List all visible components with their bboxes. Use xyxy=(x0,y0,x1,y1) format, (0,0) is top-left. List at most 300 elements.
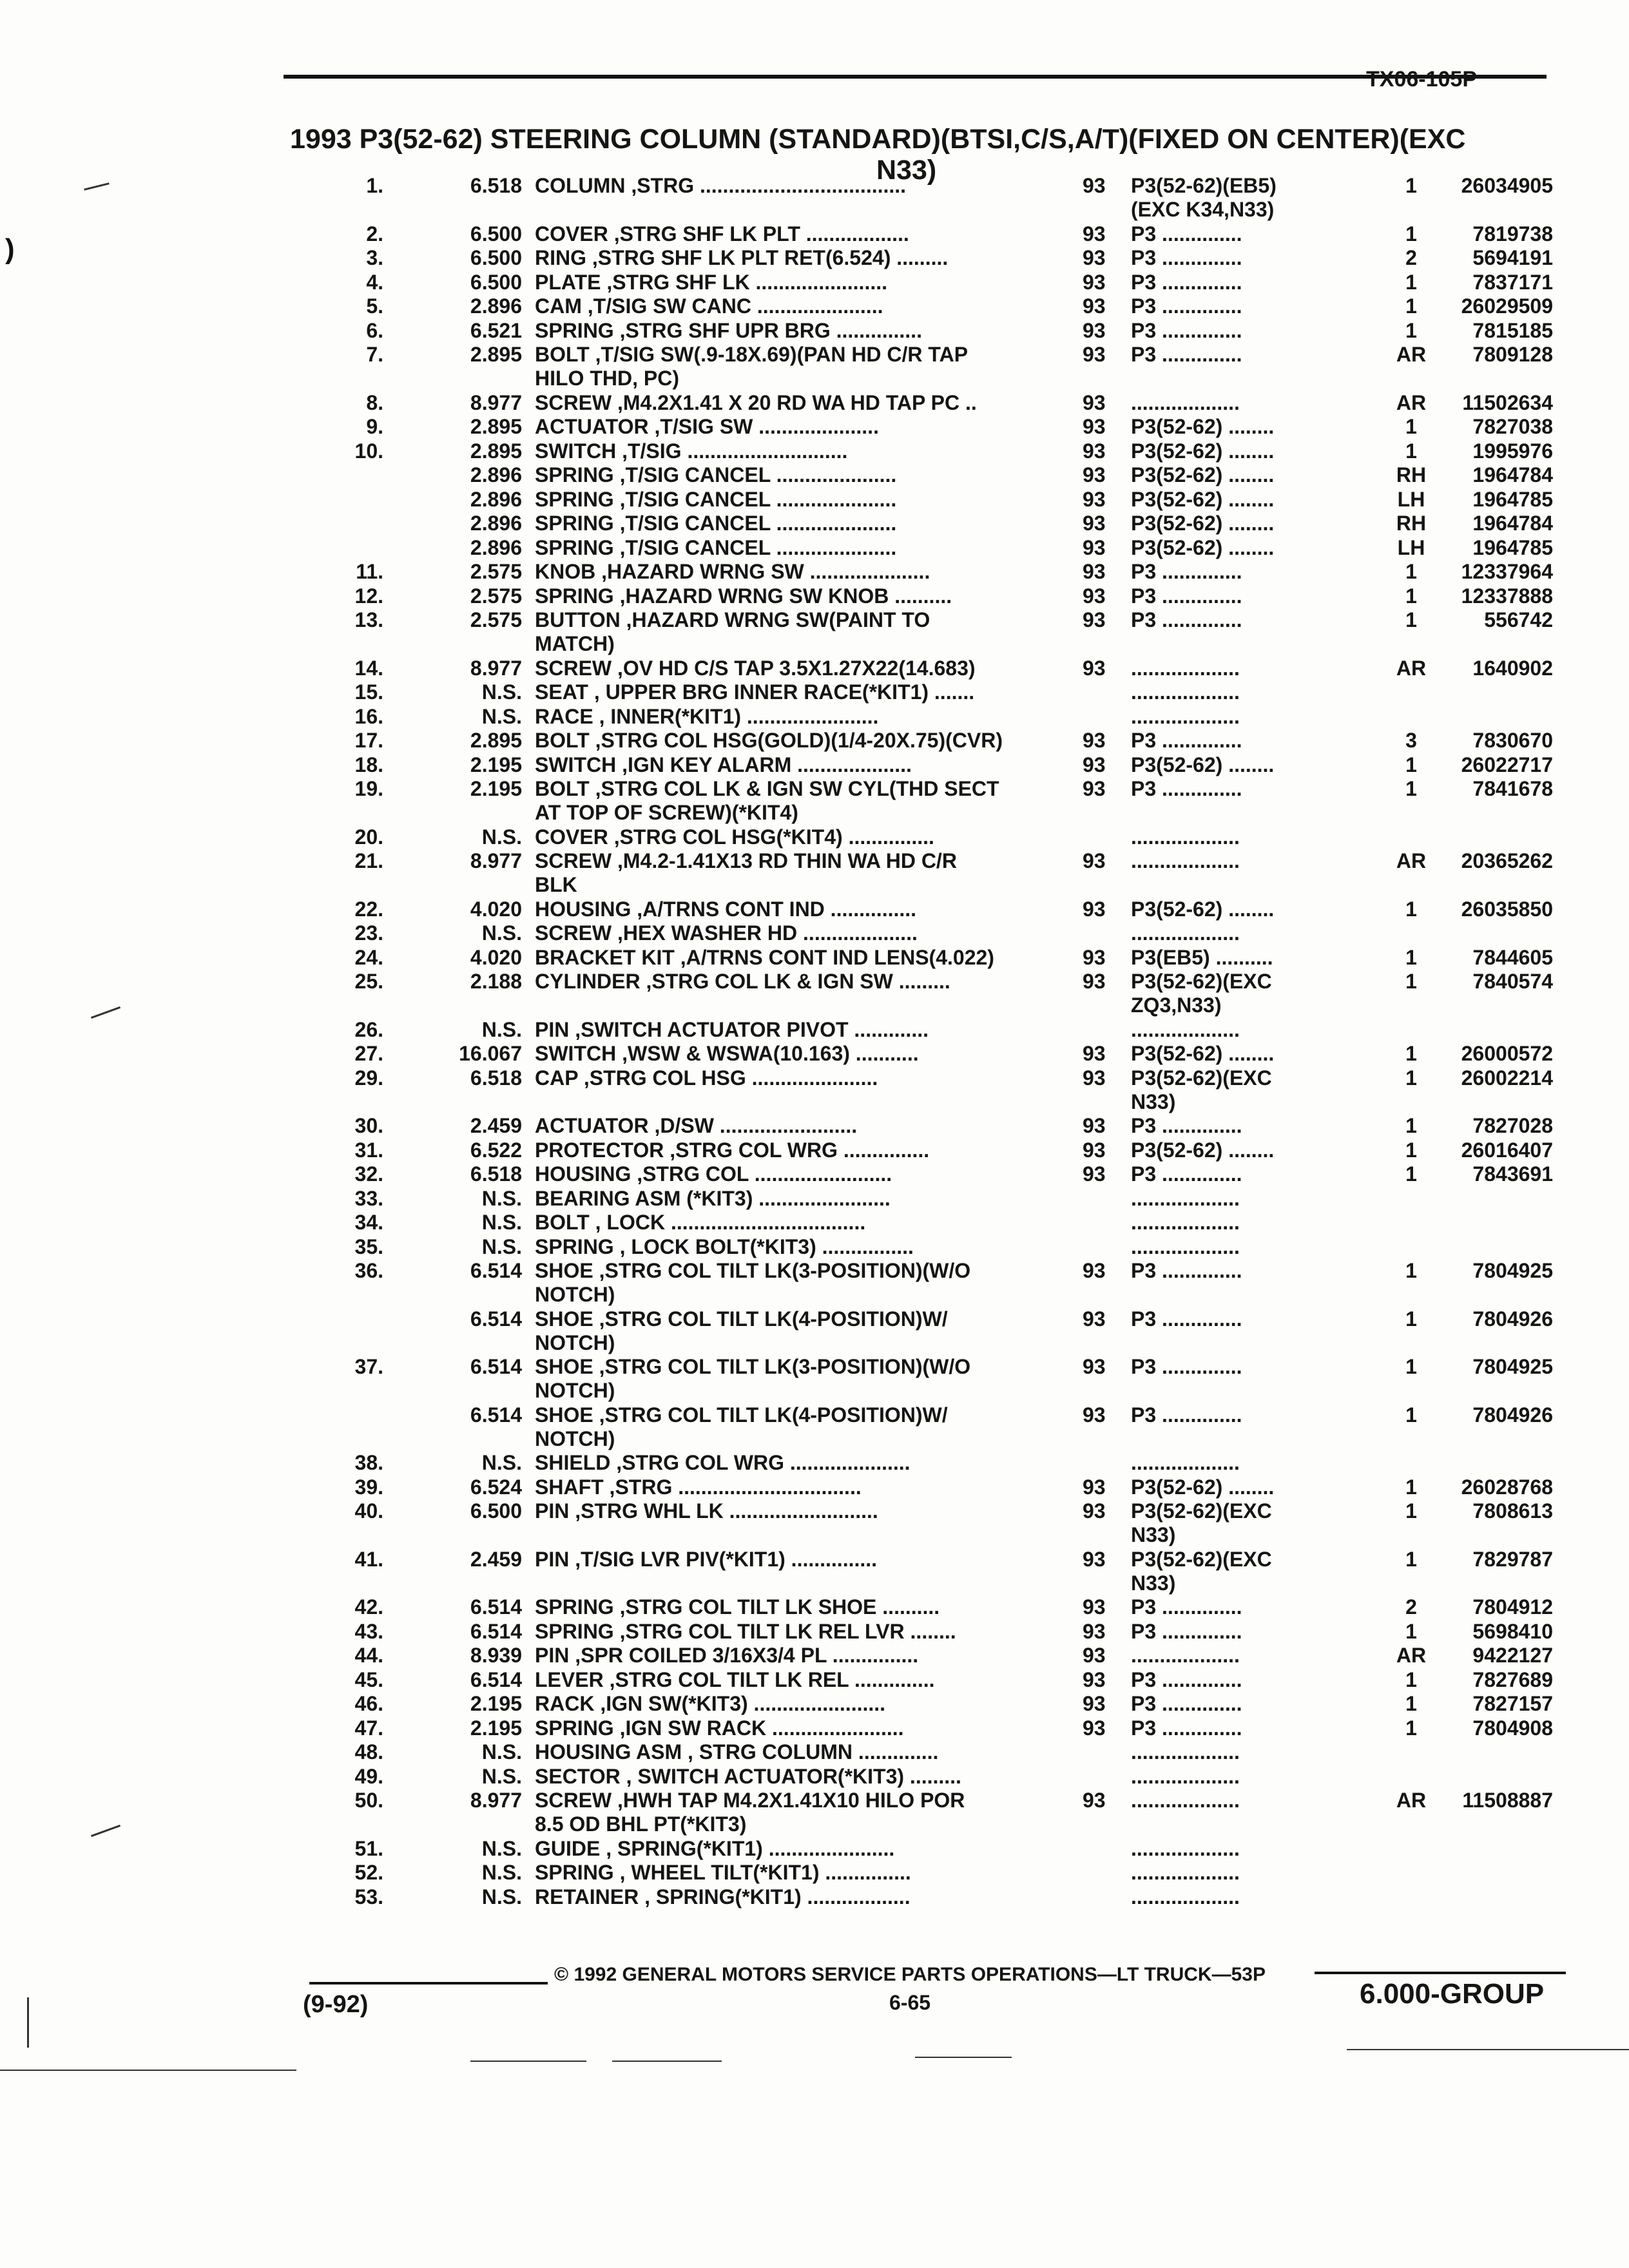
model-code: P3(52-62) ........ xyxy=(1131,439,1275,463)
model-year: 93 xyxy=(1083,608,1106,631)
model-year: 93 xyxy=(1083,535,1106,559)
model-year: 93 xyxy=(1083,656,1106,680)
model-year: 93 xyxy=(1083,1162,1106,1186)
part-number: 7837171 xyxy=(1472,270,1553,294)
model-code: ................... xyxy=(1131,1017,1240,1041)
model-code: P3(52-62) ........ xyxy=(1131,487,1275,511)
model-code: ................... xyxy=(1131,1235,1240,1258)
part-number-index: 38. xyxy=(354,1451,383,1474)
part-number-index: 20. xyxy=(354,825,383,849)
model-year: 93 xyxy=(1083,1355,1106,1378)
part-number-index: 33. xyxy=(354,1186,383,1210)
model-year: 93 xyxy=(1083,463,1106,486)
part-number: 7804912 xyxy=(1472,1595,1553,1619)
group-number: 2.895 xyxy=(470,343,522,366)
part-description: KNOB ,HAZARD WRNG SW ..................... xyxy=(535,560,930,583)
quantity: 1 xyxy=(1405,1499,1417,1523)
model-year: 93 xyxy=(1083,777,1106,800)
part-description: SPRING ,T/SIG CANCEL ..................... xyxy=(535,512,897,535)
group-number: 2.459 xyxy=(470,1547,522,1571)
part-number: 26022717 xyxy=(1461,753,1553,776)
group-number: 2.575 xyxy=(470,560,522,583)
group-number: N.S. xyxy=(481,1235,522,1258)
model-code: ................... xyxy=(1131,656,1240,680)
model-year: 93 xyxy=(1083,318,1106,342)
group-number: N.S. xyxy=(481,1764,522,1788)
part-number-index: 52. xyxy=(354,1861,383,1884)
part-description: COVER ,STRG SHF LK PLT .................. xyxy=(535,222,909,245)
quantity: 1 xyxy=(1405,1138,1417,1162)
quantity: 1 xyxy=(1405,1259,1417,1282)
quantity: AR xyxy=(1396,1644,1427,1667)
group-number: N.S. xyxy=(481,1211,522,1234)
part-number-index: 1. xyxy=(366,174,383,197)
bottom-edge-line xyxy=(612,2061,722,2062)
quantity: 1 xyxy=(1405,584,1417,608)
part-number: 7819738 xyxy=(1472,222,1553,245)
model-code: P3 .............. xyxy=(1131,1595,1242,1619)
model-year: 93 xyxy=(1083,1716,1106,1740)
model-code: P3(52-62)(EXC ZQ3,N33) xyxy=(1131,970,1272,1017)
part-number-index: 15. xyxy=(354,680,383,704)
group-number: 2.575 xyxy=(470,608,522,631)
group-number: N.S. xyxy=(481,1885,522,1908)
part-number: 7804925 xyxy=(1472,1355,1553,1378)
model-code: P3 .............. xyxy=(1131,246,1242,269)
quantity: 1 xyxy=(1405,222,1417,245)
group-number: 4.020 xyxy=(470,897,522,921)
group-number: 6.514 xyxy=(470,1307,522,1331)
model-code: ................... xyxy=(1131,1764,1240,1788)
part-description: RACK ,IGN SW(*KIT3) ....................... xyxy=(535,1692,886,1715)
part-number-index: 12. xyxy=(354,584,383,608)
part-description: SEAT , UPPER BRG INNER RACE(*KIT1) ....... xyxy=(535,680,975,704)
part-number-index: 9. xyxy=(366,415,383,438)
part-number-index: 43. xyxy=(354,1619,383,1643)
part-number: 556742 xyxy=(1484,608,1553,631)
part-description: BOLT ,STRG COL HSG(GOLD)(1/4-20X.75)(CVR) xyxy=(535,729,1003,752)
model-year: 93 xyxy=(1083,729,1106,752)
quantity: RH xyxy=(1396,512,1427,535)
part-number-index: 23. xyxy=(354,921,383,945)
revision-date: (9-92) xyxy=(303,1991,369,2018)
group-number: 2.459 xyxy=(470,1114,522,1137)
model-code: P3 .............. xyxy=(1131,270,1242,294)
group-number: 6.518 xyxy=(470,1066,522,1090)
model-code: P3(52-62)(EXC N33) xyxy=(1131,1066,1272,1113)
part-number-index: 49. xyxy=(354,1764,383,1788)
part-number-index: 11. xyxy=(356,560,383,583)
model-code: ................... xyxy=(1131,704,1240,728)
part-number: 1964784 xyxy=(1472,512,1553,535)
part-number: 7840574 xyxy=(1472,970,1553,993)
model-year: 93 xyxy=(1083,1789,1106,1812)
part-number: 26016407 xyxy=(1461,1138,1553,1162)
model-code: P3(52-62)(EXC N33) xyxy=(1131,1499,1272,1546)
model-year: 93 xyxy=(1083,753,1106,776)
model-year: 93 xyxy=(1083,1595,1106,1619)
part-number-index: 39. xyxy=(354,1475,383,1499)
model-code: P3(52-62)(EB5) (EXC K34,N33) xyxy=(1131,174,1277,221)
part-description: SHAFT ,STRG ................................ xyxy=(535,1475,862,1499)
group-number: N.S. xyxy=(481,704,522,728)
part-number-index: 16. xyxy=(354,704,383,728)
model-year: 93 xyxy=(1083,390,1106,414)
group-number: 8.977 xyxy=(470,390,522,414)
model-year: 93 xyxy=(1083,970,1106,993)
part-number-index: 19. xyxy=(354,777,383,800)
model-year: 93 xyxy=(1083,1619,1106,1643)
model-code: ................... xyxy=(1131,1836,1240,1860)
bottom-edge-line xyxy=(915,2057,1012,2058)
part-description: SCREW ,M4.2X1.41 X 20 RD WA HD TAP PC .. xyxy=(535,390,977,414)
part-number-index: 42. xyxy=(354,1595,383,1619)
part-description: BOLT , LOCK .................................. xyxy=(535,1211,866,1234)
part-number: 26000572 xyxy=(1461,1042,1553,1065)
group-number: 2.896 xyxy=(470,487,522,511)
part-number: 1995976 xyxy=(1472,439,1553,463)
part-description: COLUMN ,STRG .................................... xyxy=(535,174,907,197)
part-number-index: 46. xyxy=(354,1692,383,1715)
group-number: 2.895 xyxy=(470,729,522,752)
part-number-index: 14. xyxy=(354,656,383,680)
part-number: 11508887 xyxy=(1462,1789,1553,1812)
group-number: N.S. xyxy=(481,1017,522,1041)
model-year: 93 xyxy=(1083,294,1106,318)
quantity: LH xyxy=(1397,487,1425,511)
part-number-index: 6. xyxy=(366,318,383,342)
part-number: 26029509 xyxy=(1461,294,1553,318)
quantity: 1 xyxy=(1405,1114,1417,1137)
quantity: 1 xyxy=(1405,1667,1417,1691)
part-number: 1964784 xyxy=(1472,463,1553,486)
model-code: ................... xyxy=(1131,825,1240,849)
part-number: 1964785 xyxy=(1472,535,1553,559)
group-number: N.S. xyxy=(481,680,522,704)
part-number-index: 34. xyxy=(354,1211,383,1234)
model-code: P3 .............. xyxy=(1131,294,1242,318)
group-number: 2.896 xyxy=(470,463,522,486)
part-number-index: 53. xyxy=(354,1885,383,1908)
part-number: 9422127 xyxy=(1472,1644,1553,1667)
group-number: 6.514 xyxy=(470,1403,522,1427)
part-number: 7804926 xyxy=(1472,1403,1553,1427)
part-description: SWITCH ,WSW & WSWA(10.163) ........... xyxy=(535,1042,919,1065)
part-number: 26002214 xyxy=(1461,1066,1553,1090)
group-number: N.S. xyxy=(481,1451,522,1474)
part-number: 20365262 xyxy=(1461,849,1553,872)
margin-bracket-mark: ) xyxy=(5,233,15,265)
quantity: 1 xyxy=(1405,415,1417,438)
quantity: 3 xyxy=(1405,729,1417,752)
part-description: SECTOR , SWITCH ACTUATOR(*KIT3) ......... xyxy=(535,1764,961,1788)
part-description: PIN ,SPR COILED 3/16X3/4 PL ............... xyxy=(535,1644,919,1667)
group-number: 6.518 xyxy=(470,174,522,197)
model-code: P3(52-62) ........ xyxy=(1131,535,1275,559)
model-code: P3 .............. xyxy=(1131,729,1242,752)
part-description: SCREW ,OV HD C/S TAP 3.5X1.27X22(14.683) xyxy=(535,656,976,680)
part-number: 7841678 xyxy=(1472,777,1553,800)
model-code: P3 .............. xyxy=(1131,1307,1242,1331)
model-code: P3 .............. xyxy=(1131,1355,1242,1378)
group-number: N.S. xyxy=(481,1861,522,1884)
group-number: 6.514 xyxy=(470,1619,522,1643)
page-number: 6-65 xyxy=(889,1991,931,2014)
model-code: P3(52-62) ........ xyxy=(1131,897,1275,921)
part-description: HOUSING ,A/TRNS CONT IND ............... xyxy=(535,897,917,921)
model-code: P3(52-62) ........ xyxy=(1131,415,1275,438)
part-number-index: 24. xyxy=(354,945,383,969)
model-year: 93 xyxy=(1083,849,1106,872)
group-number: N.S. xyxy=(481,921,522,945)
part-number-index: 13. xyxy=(354,608,383,631)
model-code: P3(52-62) ........ xyxy=(1131,1475,1275,1499)
quantity: 1 xyxy=(1405,1162,1417,1186)
quantity: 1 xyxy=(1405,753,1417,776)
footer-rule-left xyxy=(309,1982,548,1984)
part-number-index: 4. xyxy=(366,270,383,294)
part-number-index: 26. xyxy=(354,1017,383,1041)
group-number: N.S. xyxy=(481,1836,522,1860)
part-number-index: 47. xyxy=(354,1716,383,1740)
model-year: 93 xyxy=(1083,945,1106,969)
quantity: AR xyxy=(1396,343,1427,366)
part-number: 7804908 xyxy=(1472,1716,1553,1740)
part-number-index: 40. xyxy=(354,1499,383,1523)
bottom-edge-line xyxy=(0,2070,296,2071)
part-number-index: 17. xyxy=(354,729,383,752)
model-code: P3 .............. xyxy=(1131,1667,1242,1691)
quantity: 1 xyxy=(1405,294,1417,318)
part-number: 5698410 xyxy=(1472,1619,1553,1643)
quantity: 1 xyxy=(1405,1403,1417,1427)
part-description: LEVER ,STRG COL TILT LK REL .............. xyxy=(535,1667,935,1691)
part-description: BOLT ,STRG COL LK & IGN SW CYL(THD SECT AT TOP OF SCREW)(*KIT4) xyxy=(535,777,999,824)
part-number-index: 29. xyxy=(354,1066,383,1090)
part-description: SPRING ,T/SIG CANCEL ..................... xyxy=(535,463,897,486)
model-code: P3 .............. xyxy=(1131,1114,1242,1137)
group-number: 2.896 xyxy=(470,294,522,318)
model-year: 93 xyxy=(1083,439,1106,463)
group-number: 8.977 xyxy=(470,1789,522,1812)
group-number: 2.195 xyxy=(470,777,522,800)
part-description: SPRING ,T/SIG CANCEL ..................... xyxy=(535,487,897,511)
group-number: 2.195 xyxy=(470,1692,522,1715)
model-year: 93 xyxy=(1083,1403,1106,1427)
quantity: AR xyxy=(1396,656,1427,680)
bottom-edge-line xyxy=(1347,2049,1629,2050)
quantity: AR xyxy=(1396,1789,1427,1812)
quantity: 1 xyxy=(1405,1042,1417,1065)
part-number: 7827689 xyxy=(1472,1667,1553,1691)
quantity: 2 xyxy=(1405,1595,1417,1619)
group-number: 2.896 xyxy=(470,535,522,559)
part-description: SHOE ,STRG COL TILT LK(4-POSITION)W/ NOTCH) xyxy=(535,1403,948,1450)
group-number: 8.977 xyxy=(470,849,522,872)
part-number-index: 44. xyxy=(354,1644,383,1667)
part-number-index: 36. xyxy=(354,1259,383,1282)
model-code: ................... xyxy=(1131,1789,1240,1812)
quantity: 1 xyxy=(1405,270,1417,294)
quantity: 1 xyxy=(1405,1355,1417,1378)
model-code: P3(52-62) ........ xyxy=(1131,463,1275,486)
model-code: P3 .............. xyxy=(1131,343,1242,366)
model-code: ................... xyxy=(1131,1211,1240,1234)
group-number: 6.500 xyxy=(470,222,522,245)
part-number-index: 3. xyxy=(366,246,383,269)
quantity: 1 xyxy=(1405,897,1417,921)
part-number: 1640902 xyxy=(1472,656,1553,680)
model-code: ................... xyxy=(1131,849,1240,872)
part-description: SPRING ,STRG COL TILT LK REL LVR ........ xyxy=(535,1619,956,1643)
part-description: RING ,STRG SHF LK PLT RET(6.524) ......... xyxy=(535,246,949,269)
quantity: 1 xyxy=(1405,1475,1417,1499)
part-description: BEARING ASM (*KIT3) ....................... xyxy=(535,1186,891,1210)
part-description: PLATE ,STRG SHF LK ....................... xyxy=(535,270,887,294)
model-year: 93 xyxy=(1083,415,1106,438)
quantity: 1 xyxy=(1405,1066,1417,1090)
model-year: 93 xyxy=(1083,897,1106,921)
model-year: 93 xyxy=(1083,246,1106,269)
quantity: 1 xyxy=(1405,1307,1417,1331)
model-code: P3 .............. xyxy=(1131,1619,1242,1643)
model-code: ................... xyxy=(1131,921,1240,945)
quantity: 2 xyxy=(1405,246,1417,269)
quantity: 1 xyxy=(1405,1619,1417,1643)
part-number-index: 35. xyxy=(354,1235,383,1258)
group-number: 16.067 xyxy=(459,1042,522,1065)
model-code: P3 .............. xyxy=(1131,584,1242,608)
part-number-index: 31. xyxy=(354,1138,383,1162)
footer-rule-right xyxy=(1315,1972,1566,1974)
part-number: 7844605 xyxy=(1472,945,1553,969)
part-number-index: 37. xyxy=(354,1355,383,1378)
group-number: N.S. xyxy=(481,1740,522,1763)
model-year: 93 xyxy=(1083,222,1106,245)
quantity: 1 xyxy=(1405,560,1417,583)
part-number: 7829787 xyxy=(1472,1547,1553,1571)
group-number: 8.977 xyxy=(470,656,522,680)
model-code: ................... xyxy=(1131,1186,1240,1210)
model-year: 93 xyxy=(1083,1499,1106,1523)
group-number: 6.514 xyxy=(470,1595,522,1619)
part-number: 11502634 xyxy=(1462,390,1553,414)
model-code: P3 .............. xyxy=(1131,318,1242,342)
model-year: 93 xyxy=(1083,1066,1106,1090)
part-number: 12337888 xyxy=(1461,584,1553,608)
group-number: 6.514 xyxy=(470,1667,522,1691)
part-description: BRACKET KIT ,A/TRNS CONT IND LENS(4.022) xyxy=(535,945,994,969)
part-number-index: 30. xyxy=(354,1114,383,1137)
part-number-index: 22. xyxy=(354,897,383,921)
model-year: 93 xyxy=(1083,487,1106,511)
group-number: 6.500 xyxy=(470,246,522,269)
part-number-index: 7. xyxy=(366,343,383,366)
model-code: ................... xyxy=(1131,390,1240,414)
group-number: 6.500 xyxy=(470,270,522,294)
part-description: GUIDE , SPRING(*KIT1) ...................... xyxy=(535,1836,895,1860)
part-description: COVER ,STRG COL HSG(*KIT4) ............... xyxy=(535,825,934,849)
part-description: ACTUATOR ,T/SIG SW ..................... xyxy=(535,415,879,438)
copyright-notice: © 1992 GENERAL MOTORS SERVICE PARTS OPERATIONS—LT TRUCK—53P xyxy=(554,1964,1266,1985)
model-year: 93 xyxy=(1083,343,1106,366)
model-code: P3(52-62) ........ xyxy=(1131,512,1275,535)
model-year: 93 xyxy=(1083,1042,1106,1065)
page-title-line-2: N33) xyxy=(876,155,937,186)
quantity: AR xyxy=(1396,849,1427,872)
part-number: 7827038 xyxy=(1472,415,1553,438)
model-code: P3(52-62) ........ xyxy=(1131,1138,1275,1162)
part-description: HOUSING ,STRG COL ........................ xyxy=(535,1162,892,1186)
part-description: PROTECTOR ,STRG COL WRG ............... xyxy=(535,1138,930,1162)
model-year: 93 xyxy=(1083,1114,1106,1137)
group-number: 6.522 xyxy=(470,1138,522,1162)
part-description: SPRING ,IGN SW RACK ....................... xyxy=(535,1716,904,1740)
model-year: 93 xyxy=(1083,1692,1106,1715)
part-number-index: 25. xyxy=(354,970,383,993)
quantity: LH xyxy=(1397,535,1425,559)
model-code: ................... xyxy=(1131,1885,1240,1908)
quantity: 1 xyxy=(1405,439,1417,463)
part-description: CAP ,STRG COL HSG ...................... xyxy=(535,1066,878,1090)
group-number: 6.500 xyxy=(470,1499,522,1523)
part-description: SHOE ,STRG COL TILT LK(3-POSITION)(W/O NOTCH) xyxy=(535,1259,971,1306)
model-code: ................... xyxy=(1131,1861,1240,1884)
model-code: ................... xyxy=(1131,1740,1240,1763)
part-number: 7808613 xyxy=(1472,1499,1553,1523)
part-number-index: 2. xyxy=(366,222,383,245)
model-year: 93 xyxy=(1083,1307,1106,1331)
part-number: 26028768 xyxy=(1461,1475,1553,1499)
group-number: 8.939 xyxy=(470,1644,522,1667)
part-description: SCREW ,HWH TAP M4.2X1.41X10 HILO POR 8.5 OD BHL PT(*KIT3) xyxy=(535,1789,965,1836)
part-description: BUTTON ,HAZARD WRNG SW(PAINT TO MATCH) xyxy=(535,608,930,655)
quantity: 1 xyxy=(1405,777,1417,800)
group-number: N.S. xyxy=(481,1186,522,1210)
model-year: 93 xyxy=(1083,1475,1106,1499)
margin-mark xyxy=(91,1006,120,1019)
model-code: P3 .............. xyxy=(1131,1692,1242,1715)
group-number: 2.195 xyxy=(470,753,522,776)
group-number: 6.518 xyxy=(470,1162,522,1186)
model-year: 93 xyxy=(1083,1667,1106,1691)
part-number: 7827157 xyxy=(1472,1692,1553,1715)
group-number: 2.895 xyxy=(470,415,522,438)
model-code: ................... xyxy=(1131,1451,1240,1474)
model-year: 93 xyxy=(1083,1547,1106,1571)
part-number-index: 51. xyxy=(354,1836,383,1860)
part-number: 7827028 xyxy=(1472,1114,1553,1137)
model-code: P3 .............. xyxy=(1131,560,1242,583)
group-number: 6.514 xyxy=(470,1259,522,1282)
model-code: P3(EB5) .......... xyxy=(1131,945,1273,969)
part-description: SPRING ,HAZARD WRNG SW KNOB .......... xyxy=(535,584,952,608)
part-description: SPRING ,STRG SHF UPR BRG ............... xyxy=(535,318,922,342)
part-number: 5694191 xyxy=(1472,246,1553,269)
part-description: SHIELD ,STRG COL WRG ..................... xyxy=(535,1451,911,1474)
part-description: SPRING ,STRG COL TILT LK SHOE .......... xyxy=(535,1595,940,1619)
model-code: P3 .............. xyxy=(1131,1716,1242,1740)
model-code: P3 .............. xyxy=(1131,777,1242,800)
part-description: HOUSING ASM , STRG COLUMN .............. xyxy=(535,1740,939,1763)
model-year: 93 xyxy=(1083,1644,1106,1667)
group-number: 2.188 xyxy=(470,970,522,993)
part-description: SPRING , LOCK BOLT(*KIT3) ................ xyxy=(535,1235,914,1258)
model-code: P3 .............. xyxy=(1131,222,1242,245)
part-number-index: 32. xyxy=(354,1162,383,1186)
part-description: BOLT ,T/SIG SW(.9-18X.69)(PAN HD C/R TAP HILO THD, PC) xyxy=(535,343,969,390)
part-description: SPRING ,T/SIG CANCEL ..................... xyxy=(535,535,897,559)
